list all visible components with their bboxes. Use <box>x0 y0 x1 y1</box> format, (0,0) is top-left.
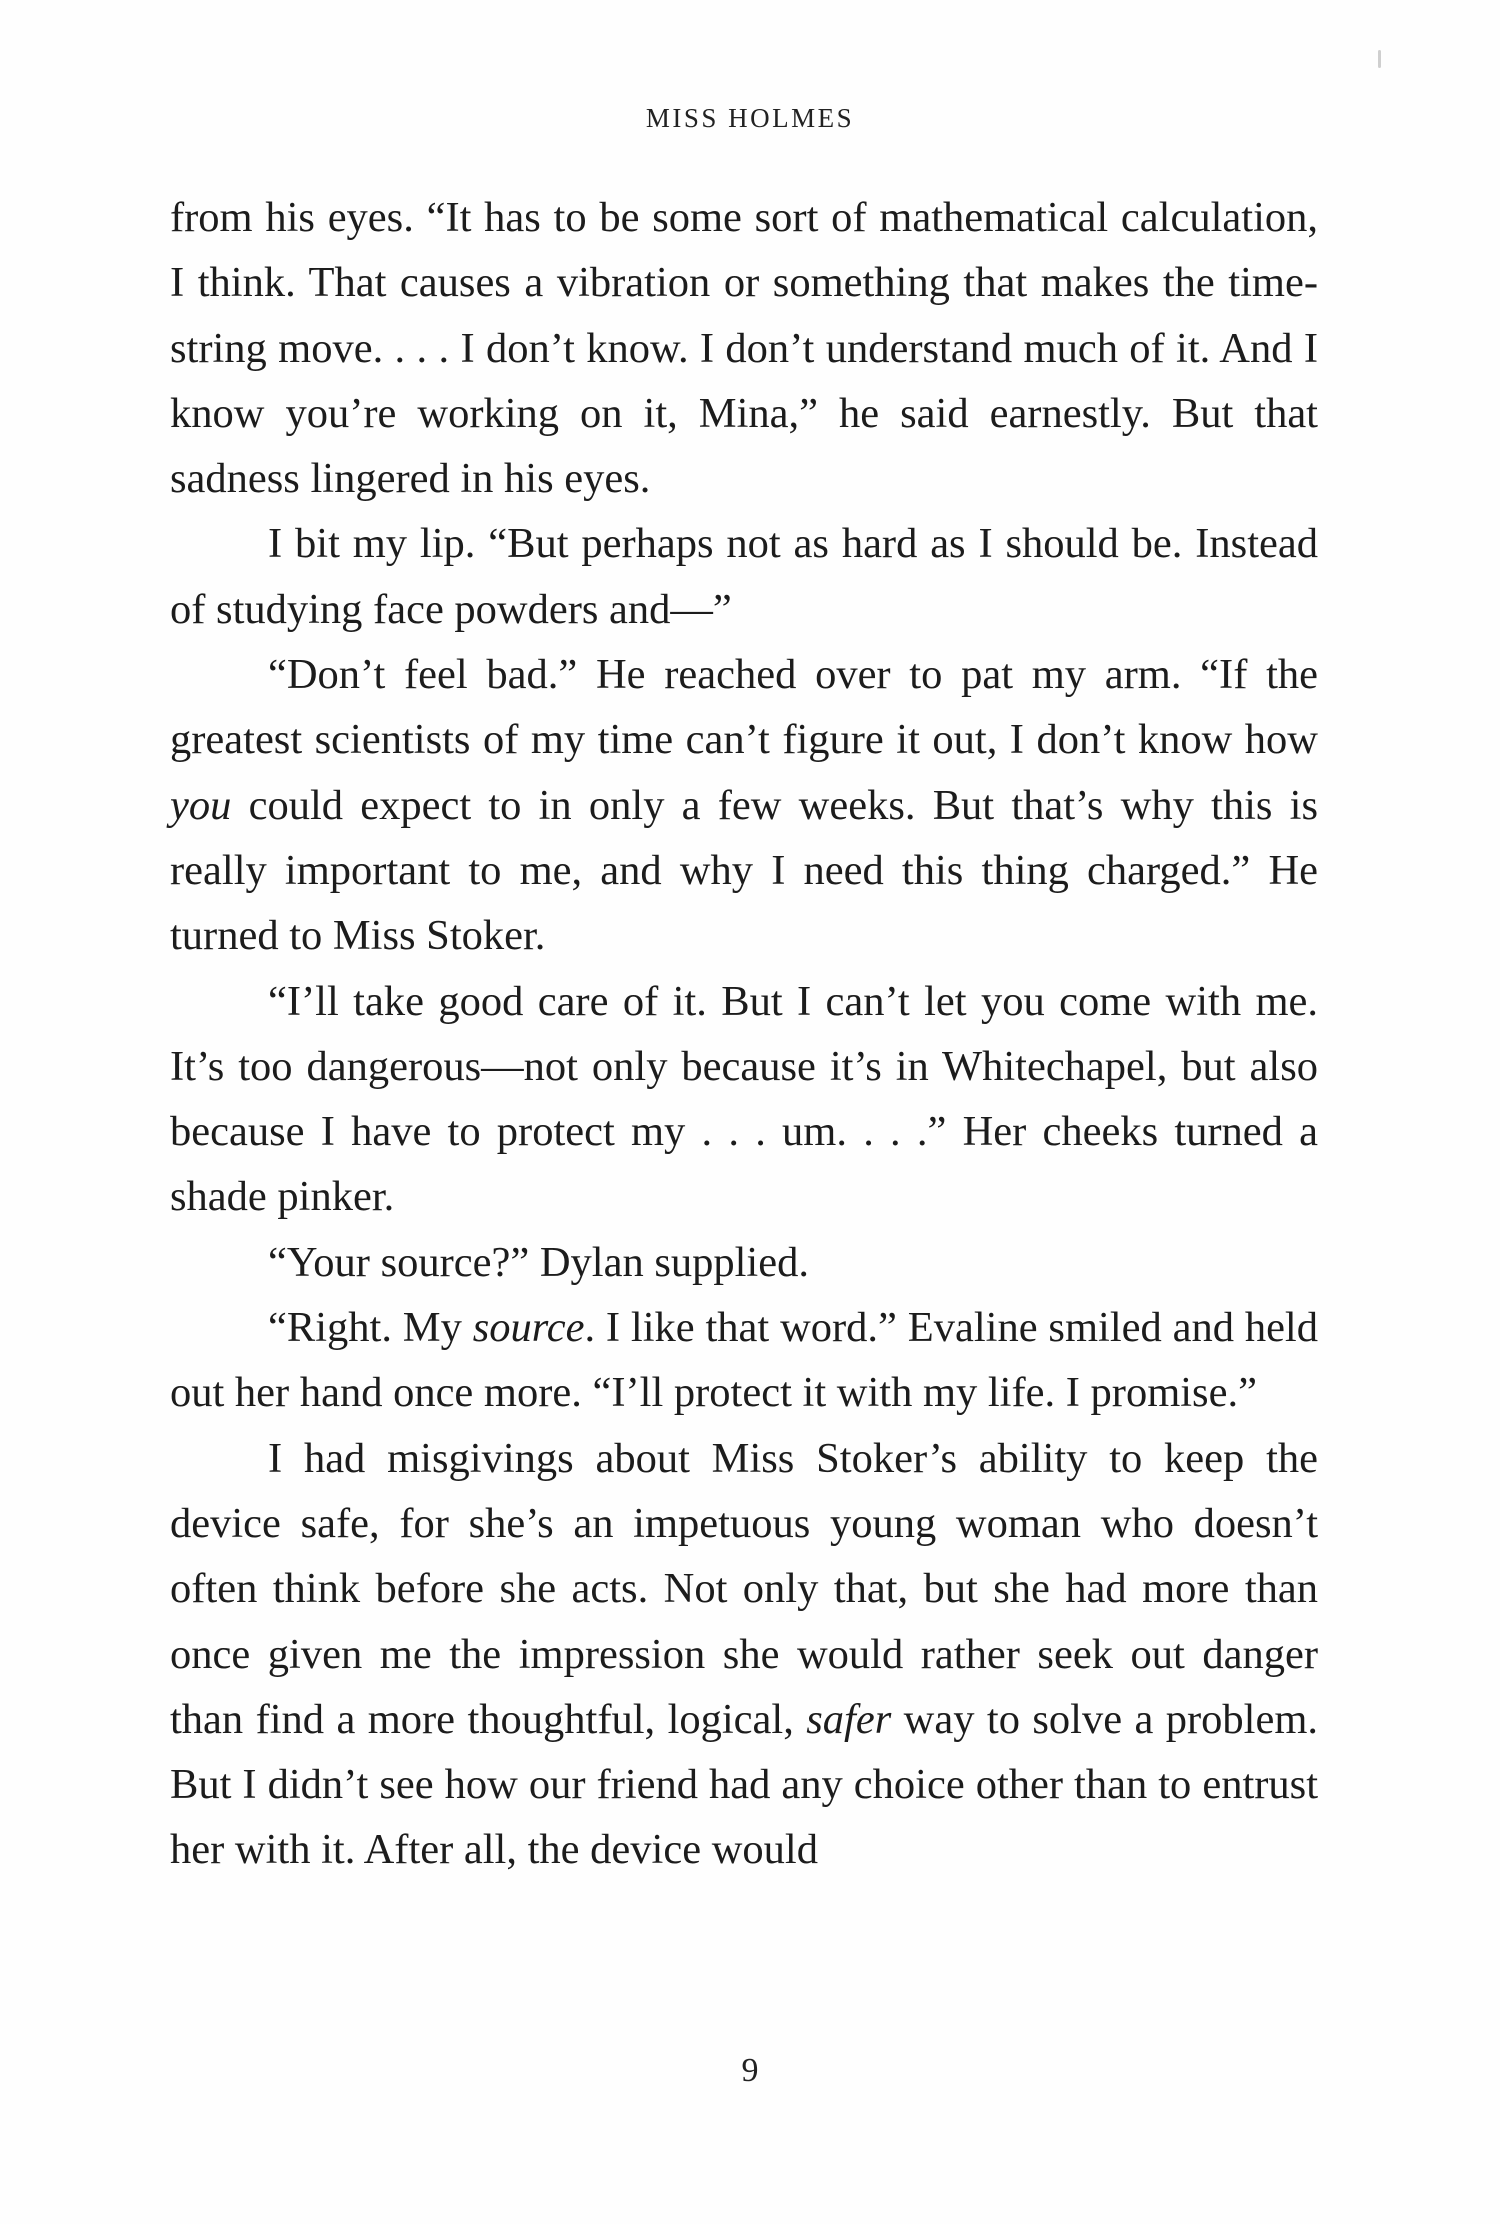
paragraph <box>170 1295 1318 1426</box>
body-text <box>170 185 1318 1883</box>
running-head: MISS HOLMES <box>645 103 855 133</box>
text-run: “I’ll take good care of it. But I can’t let you come with me. It’s too dangerous—not only because it’s in Whitechapel, but also because I have to protect my . . . um. . . .” Her cheeks turned a shade pinker. <box>170 977 1318 1221</box>
text-run: “Your source?” Dylan supplied. <box>268 1238 809 1286</box>
paragraph <box>170 511 1318 642</box>
italic-run: safer <box>806 1695 892 1743</box>
text-run: I had misgivings about Miss Stoker’s ability to keep the device safe, for she’s an impetuous young woman who doesn’t often think before she acts. Not only that, but she had more than once given me the impression she would rather seek out danger than find a more thoughtful, logical, <box>170 1434 1318 1743</box>
text-run: I bit my lip. “But perhaps not as hard as I should be. Instead of studying face powders and—” <box>170 520 1318 633</box>
italic-run: source <box>472 1304 585 1352</box>
text-run: from his eyes. “It has to be some sort of mathematical calculation, I think. That causes a vibration or something that makes the time-string move. . . . I don’t know. I don’t understand much of it. And I know you’re working on it, Mina,” he said earnestly. But that sadness lingered in his eyes. <box>170 194 1318 503</box>
text-run: . I like that word.” Evaline smiled and held out her hand once more. “I’ll protect it with my life. I promise.” <box>170 1304 1318 1417</box>
paragraph <box>170 642 1318 968</box>
paragraph <box>170 1230 1318 1295</box>
paragraph <box>170 185 1318 511</box>
text-run: way to solve a problem. But I didn’t see how our friend had any choice other than to entrust her with it. After all, the device would <box>170 1695 1319 1874</box>
paragraph <box>170 969 1318 1230</box>
text-run: “Right. My <box>268 1304 473 1352</box>
italic-run: you <box>170 781 232 829</box>
text-run: could expect to in only a few weeks. But that’s why this is really important to me, and why I need this thing charged.” He turned to Miss Stoker. <box>170 781 1318 960</box>
paragraph <box>170 1426 1318 1883</box>
page-number: 9 <box>741 2052 759 2089</box>
edge-speck <box>1378 50 1381 68</box>
text-run: “Don’t feel bad.” He reached over to pat my arm. “If the greatest scientists of my time can’t figure it out, I don’t know how <box>170 651 1318 764</box>
